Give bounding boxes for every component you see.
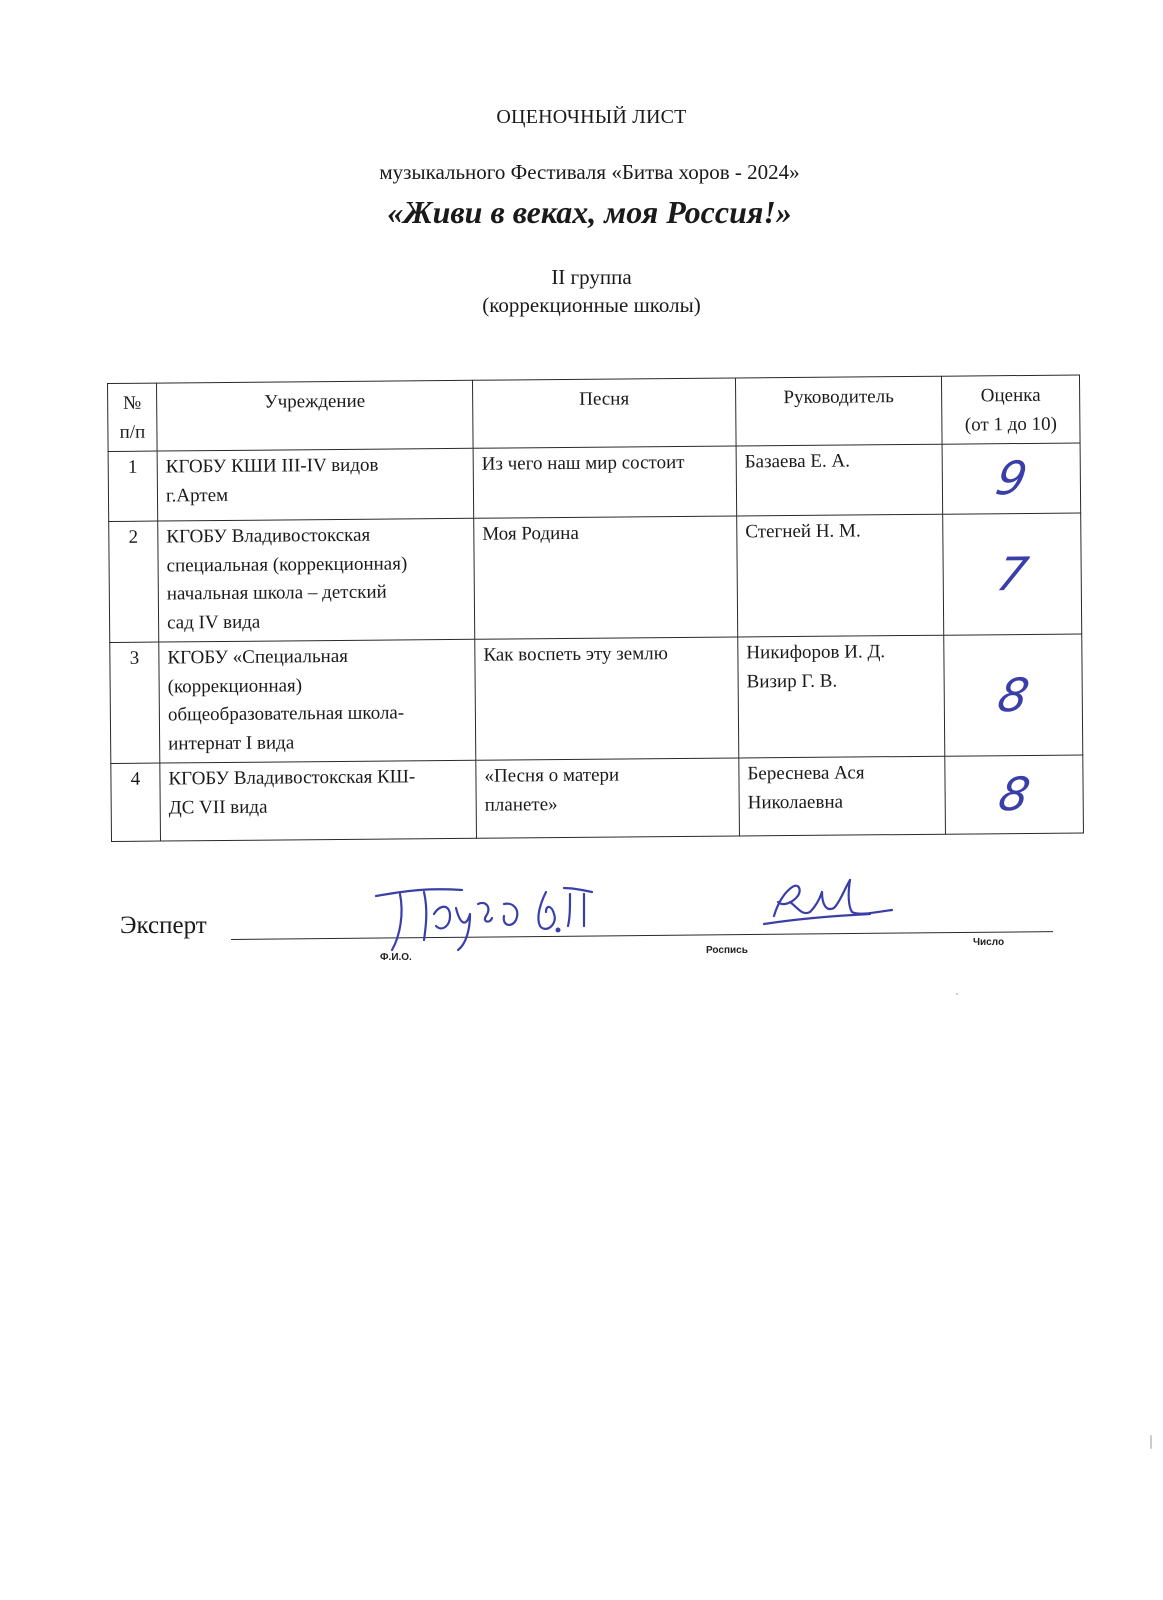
- row-leader-line: Береснева Ася: [747, 762, 865, 785]
- row-leader: [737, 514, 944, 637]
- doc-title: ОЦЕНОЧНЫЙ ЛИСТ: [496, 106, 687, 128]
- column-header-leader: Руководитель: [735, 376, 942, 446]
- row-song: [474, 516, 738, 639]
- signature-line: [231, 931, 1053, 940]
- scan-speck: [1150, 1435, 1152, 1449]
- column-header-score-line1: Оценка: [980, 384, 1041, 407]
- column-header-num-line1: №: [123, 392, 142, 414]
- table-row: [109, 513, 1082, 642]
- handwritten-score: 8: [994, 766, 1035, 822]
- row-song: [473, 446, 737, 518]
- row-score: [944, 634, 1083, 756]
- column-header-num-line2: п/п: [119, 421, 146, 443]
- row-institution-line: сад IV вида: [167, 611, 261, 633]
- row-leader-line: Базаева Е. А.: [744, 450, 851, 473]
- row-institution-line: ДС VII вида: [168, 796, 268, 818]
- row-song: [476, 758, 740, 838]
- handwritten-score: 7: [992, 546, 1033, 601]
- row-institution: [157, 448, 474, 521]
- row-leader-line: Никифоров И. Д.: [746, 641, 886, 664]
- row-institution-line: КГОБУ Владивостокская: [166, 524, 371, 548]
- row-num: 1: [108, 451, 158, 521]
- caption-signature: Роспись: [706, 945, 748, 956]
- row-num: 3: [110, 642, 160, 763]
- row-song-line: Моя Родина: [482, 522, 579, 545]
- row-institution-line: специальная (коррекционная): [166, 552, 408, 576]
- row-leader: [736, 444, 943, 516]
- table-row: [110, 634, 1083, 763]
- row-institution-line: КГОБУ Владивостокская КШ-: [168, 766, 416, 790]
- row-leader-line: Николаевна: [747, 791, 844, 813]
- caption-date: Число: [973, 937, 1005, 948]
- table-header-row: [108, 375, 1081, 451]
- row-institution-line: (коррекционная): [167, 674, 303, 697]
- table-row: [111, 755, 1084, 841]
- row-song-line: «Песня о матери: [484, 764, 620, 787]
- row-song-line: планете»: [484, 793, 558, 816]
- row-num: 2: [109, 521, 159, 642]
- handwritten-signature: [760, 872, 910, 932]
- row-score: [943, 513, 1082, 635]
- column-header-score: [941, 375, 1080, 444]
- row-institution-line: интернат I вида: [168, 731, 295, 754]
- row-leader: [739, 756, 946, 836]
- expert-signature-row: [120, 912, 1055, 972]
- row-institution-line: общеобразовательная школа-: [167, 702, 405, 726]
- row-song-line: Как воспеть эту землю: [483, 643, 668, 666]
- doc-subtitle: музыкального Фестиваля «Битва хоров - 2024»: [379, 160, 800, 184]
- row-song: [475, 637, 739, 760]
- row-institution: [158, 518, 475, 642]
- row-score: [945, 755, 1084, 834]
- column-header-score-line2: (от 1 до 10): [964, 413, 1058, 436]
- scan-speck: [956, 993, 958, 995]
- handwritten-name-signature: [370, 874, 630, 954]
- row-num: 4: [111, 763, 161, 841]
- doc-group-note: (коррекционные школы): [482, 293, 701, 317]
- row-score: [942, 443, 1081, 514]
- row-institution-line: г.Артем: [165, 484, 229, 506]
- expert-label: Эксперт: [120, 912, 207, 939]
- score-table: [107, 375, 1084, 842]
- row-leader: [738, 635, 945, 758]
- handwritten-score: 8: [993, 667, 1034, 722]
- doc-motto: «Живи в веках, моя Россия!»: [387, 194, 792, 230]
- column-header-institution: Учреждение: [157, 380, 474, 451]
- row-institution: [159, 639, 476, 763]
- doc-group: II группа: [551, 265, 632, 289]
- row-song-line: Из чего наш мир состоит: [481, 451, 685, 475]
- row-institution-line: КГОБУ «Специальная: [167, 645, 349, 669]
- row-leader-line: Стегней Н. М.: [745, 520, 861, 543]
- caption-full-name: Ф.И.О.: [380, 952, 412, 963]
- handwritten-score: 9: [991, 450, 1032, 506]
- row-institution-line: КГОБУ КШИ III-IV видов: [165, 454, 379, 478]
- row-leader-line: Визир Г. В.: [746, 670, 838, 692]
- row-institution: [160, 760, 477, 841]
- column-header-num: [108, 383, 158, 451]
- row-institution-line: начальная школа – детский: [166, 581, 387, 605]
- column-header-song: Песня: [472, 378, 736, 448]
- table-row: [108, 443, 1081, 521]
